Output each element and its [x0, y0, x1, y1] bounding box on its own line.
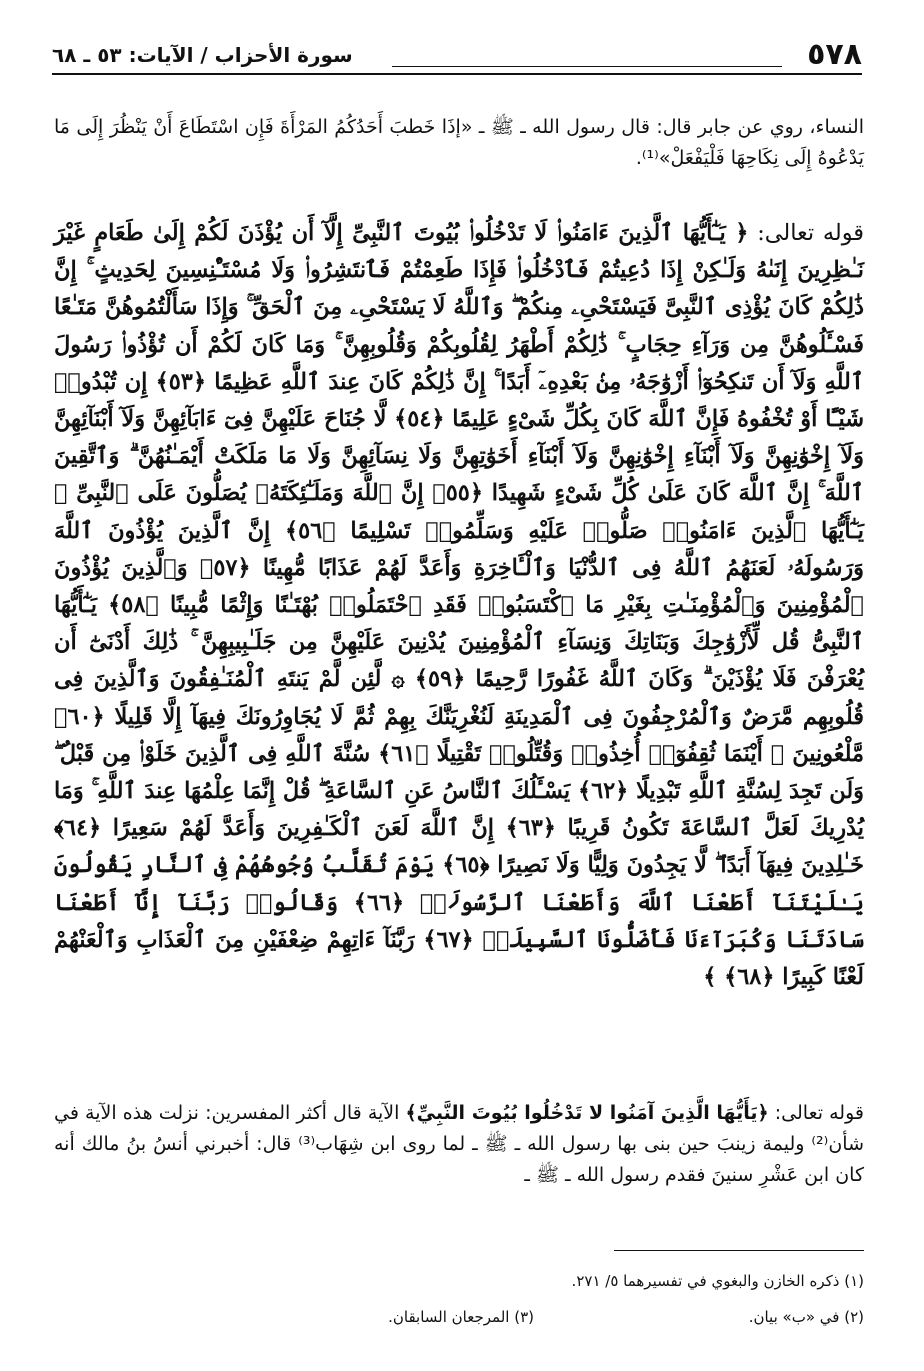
page-number: ٥٧٨: [807, 37, 862, 72]
quran-verses-text: ﴿ يَـٰٓأَيُّهَا ٱلَّذِينَ ءَامَنُوا۟ لَا تَدْخُلُوا۟ بُيُوتَ ٱلنَّبِىِّ إِلَّآ أَن يُؤْذَنَ لَكُمْ إِلَىٰ طَعَامٍ غَيْرَ نَـٰظِرِينَ إِنَىٰهُ وَلَـٰكِنْ إِذَا دُعِيتُمْ فَٱدْخُلُوا۟ فَإِذَا طَعِمْتُمْ فَٱنتَشِرُوا۟ وَلَا مُسْتَـْٔنِسِينَ لِحَدِيثٍ ۚ إِنَّ ذَٰلِكُمْ كَانَ يُؤْذِى ٱلنَّبِىَّ فَيَسْتَحْىِۦ مِنكُمْ ۖ وَٱللَّهُ لَا يَسْتَحْىِۦ مِنَ ٱلْحَقِّ ۚ وَإِذَا سَأَلْتُمُوهُنَّ مَتَـٰعًا فَسْـَٔلُوهُنَّ مِن وَرَآءِ حِجَابٍ ۚ ذَٰلِكُمْ أَطْهَرُ لِقُلُوبِكُمْ وَقُلُوبِهِنَّ ۚ وَمَا كَانَ لَكُمْ أَن تُؤْذُوا۟ رَسُولَ ٱللَّهِ وَلَآ أَن تَنكِحُوٓا۟ أَزْوَٰجَهُۥ مِنۢ بَعْدِهِۦٓ أَبَدًا ۚ إِنَّ ذَٰلِكُمْ كَانَ عِندَ ٱللَّهِ عَظِيمًا ﴿٥٣﴾ إِن تُبْدُوا۟ شَيْـًٔا أَوْ تُخْفُوهُ فَإِنَّ ٱللَّهَ كَانَ بِكُلِّ شَىْءٍ عَلِيمًا ﴿٥٤﴾ لَّا جُنَاحَ عَلَيْهِنَّ فِىٓ ءَابَآئِهِنَّ وَلَآ أَبْنَآئِهِنَّ وَلَآ إِخْوَٰنِهِنَّ وَلَآ أَبْنَآءِ إِخْوَٰنِهِنَّ وَلَآ أَبْنَآءِ أَخَوَٰتِهِنَّ وَلَا نِسَآئِهِنَّ وَلَا مَا مَلَكَتْ أَيْمَـٰنُهُنَّ ۗ وَٱتَّقِينَ ٱللَّهَ ۚ إِنَّ ٱللَّهَ كَانَ عَلَىٰ كُلِّ شَىْءٍ شَهِيدًا ﴿٥٥﴾ إِنَّ ٱللَّهَ وَمَلَـٰٓئِكَتَهُۥ يُصَلُّونَ عَلَى ٱلنَّبِىِّ ۚ يَـٰٓأَيُّهَا ٱلَّذِينَ ءَامَنُوا۟ صَلُّوا۟ عَلَيْهِ وَسَلِّمُوا۟ تَسْلِيمًا ﴿٥٦﴾ إِنَّ ٱلَّذِينَ يُؤْذُونَ ٱللَّهَ وَرَسُولَهُۥ لَعَنَهُمُ ٱللَّهُ فِى ٱلدُّنْيَا وَٱلْـَٔاخِرَةِ وَأَعَدَّ لَهُمْ عَذَابًا مُّهِينًا ﴿٥٧﴾ وَٱلَّذِينَ يُؤْذُونَ ٱلْمُؤْمِنِينَ وَٱلْمُؤْمِنَـٰتِ بِغَيْرِ مَا ٱكْتَسَبُوا۟ فَقَدِ ٱحْتَمَلُوا۟ بُهْتَـٰنًا وَإِثْمًا مُّبِينًا ﴿٥٨﴾ يَـٰٓأَيُّهَا ٱلنَّبِىُّ قُل لِّأَزْوَٰجِكَ وَبَنَاتِكَ وَنِسَآءِ ٱلْمُؤْمِنِينَ يُدْنِينَ عَلَيْهِنَّ مِن جَلَـٰبِيبِهِنَّ ۚ ذَٰلِكَ أَدْنَىٰٓ أَن يُعْرَفْنَ فَلَا يُؤْذَيْنَ ۗ وَكَانَ ٱللَّهُ غَفُورًا رَّحِيمًا ﴿٥٩﴾ ۞ لَّئِن لَّمْ يَنتَهِ ٱلْمُنَـٰفِقُونَ وَٱلَّذِينَ فِى قُلُوبِهِم مَّرَضٌ وَٱلْمُرْجِفُونَ فِى ٱلْمَدِينَةِ لَنُغْرِيَنَّكَ بِهِمْ ثُمَّ لَا يُجَاوِرُونَكَ فِيهَآ إِلَّا قَلِيلًا ﴿٦٠﴾ مَّلْعُونِينَ ۖ أَيْنَمَا ثُقِفُوٓا۟ أُخِذُوا۟ وَقُتِّلُوا۟ تَقْتِيلًا ﴿٦١﴾ سُنَّةَ ٱللَّهِ فِى ٱلَّذِينَ خَلَوْا۟ مِن قَبْلُ ۖ وَلَن تَجِدَ لِسُنَّةِ ٱللَّهِ تَبْدِيلًا ﴿٦٢﴾ يَسْـَٔلُكَ ٱلنَّاسُ عَنِ ٱلسَّاعَةِ ۖ قُلْ إِنَّمَا عِلْمُهَا عِندَ ٱللَّهِ ۚ وَمَا يُدْرِيكَ لَعَلَّ ٱلسَّاعَةَ تَكُونُ قَرِيبًا ﴿٦٣﴾ إِنَّ ٱللَّهَ لَعَنَ ٱلْكَـٰفِرِينَ وَأَعَدَّ لَهُمْ سَعِيرًا ﴿٦٤﴾ خَـٰلِدِينَ فِيهَآ أَبَدًا ۖ لَّا يَجِدُونَ وَلِيًّا وَلَا نَصِيرًا ﴿٦٥﴾ يَوْمَ تُقَلَّبُ وُجُوهُهُمْ فِى ٱلنَّارِ يَقُولُونَ يَـٰلَيْتَنَآ أَطَعْنَا ٱللَّهَ وَأَطَعْنَا ٱلرَّسُولَا۠ ﴿٦٦﴾ وَقَالُوا۟ رَبَّنَآ إِنَّآ أَطَعْنَا سَادَتَنَا وَكُبَرَآءَنَا فَأَضَلُّونَا ٱلسَّبِيلَا۠ ﴿٦٧﴾ رَبَّنَآ ءَاتِهِمْ ضِعْفَيْنِ مِنَ ٱلْعَذَابِ وَٱلْعَنْهُمْ لَعْنًا كَبِيرًا ﴿٦٨﴾ ﴾: [54, 220, 865, 991]
footnote-3: (٣) المرجعان السابقان.: [388, 1308, 534, 1326]
commentary-text: الآية قال أكثر المفسرين: نزلت هذه الآية في شأن⁽²⁾ وليمة زينبَ حين بنى بها رسول الله ـ ﷺ ـ لما روى ابن شِهَاب⁽³⁾ قال: أخبرني أنسُ بنُ مالك أنه كان ابن عَشْرِ سنينَ فقدم رسول الله ـ ﷺ ـ: [54, 1102, 864, 1186]
footnote-divider: [614, 1250, 864, 1251]
commentary-paragraph: [54, 1098, 864, 1191]
footnote-2: (٢) في «ب» بيان.: [748, 1308, 864, 1326]
header-rule: [392, 66, 782, 67]
footnote-row: [54, 1270, 864, 1306]
quran-intro-label: قوله تعالى:: [757, 220, 864, 246]
intro-paragraph: النساء، روي عن جابر قال: قال رسول الله ـ ﷺ ـ «إذَا خَطبَ أَحَدُكُمُ المَرْأَةَ فَإِن اسْتَطَاعَ أَنْ يَنْظُرَ إِلَى مَا يَدْعُوهُ إِلَى نِكَاحِهَا فَلْيَفْعَلْ»⁽¹⁾.: [54, 116, 864, 169]
footnote-1: (١) ذكره الخازن والبغوي في تفسيرهما ٥/ ٢٧١.: [571, 1272, 864, 1290]
header-divider: [52, 73, 862, 75]
commentary-lead: قوله تعالى:: [774, 1102, 864, 1124]
page-header: [52, 38, 862, 72]
commentary-quote: ﴿يَأَيُّهَا الَّذِينَ آمَنُوا لا تَدْخُلُوا بُيُوتَ النَّبِيِّ﴾: [405, 1102, 769, 1124]
surah-title: سورة الأحزاب / الآيات: ٥٣ ـ ٦٨: [52, 43, 353, 67]
footnote-row: [54, 1306, 864, 1342]
quran-verses-block: [54, 215, 864, 996]
footnotes: [54, 1270, 864, 1342]
